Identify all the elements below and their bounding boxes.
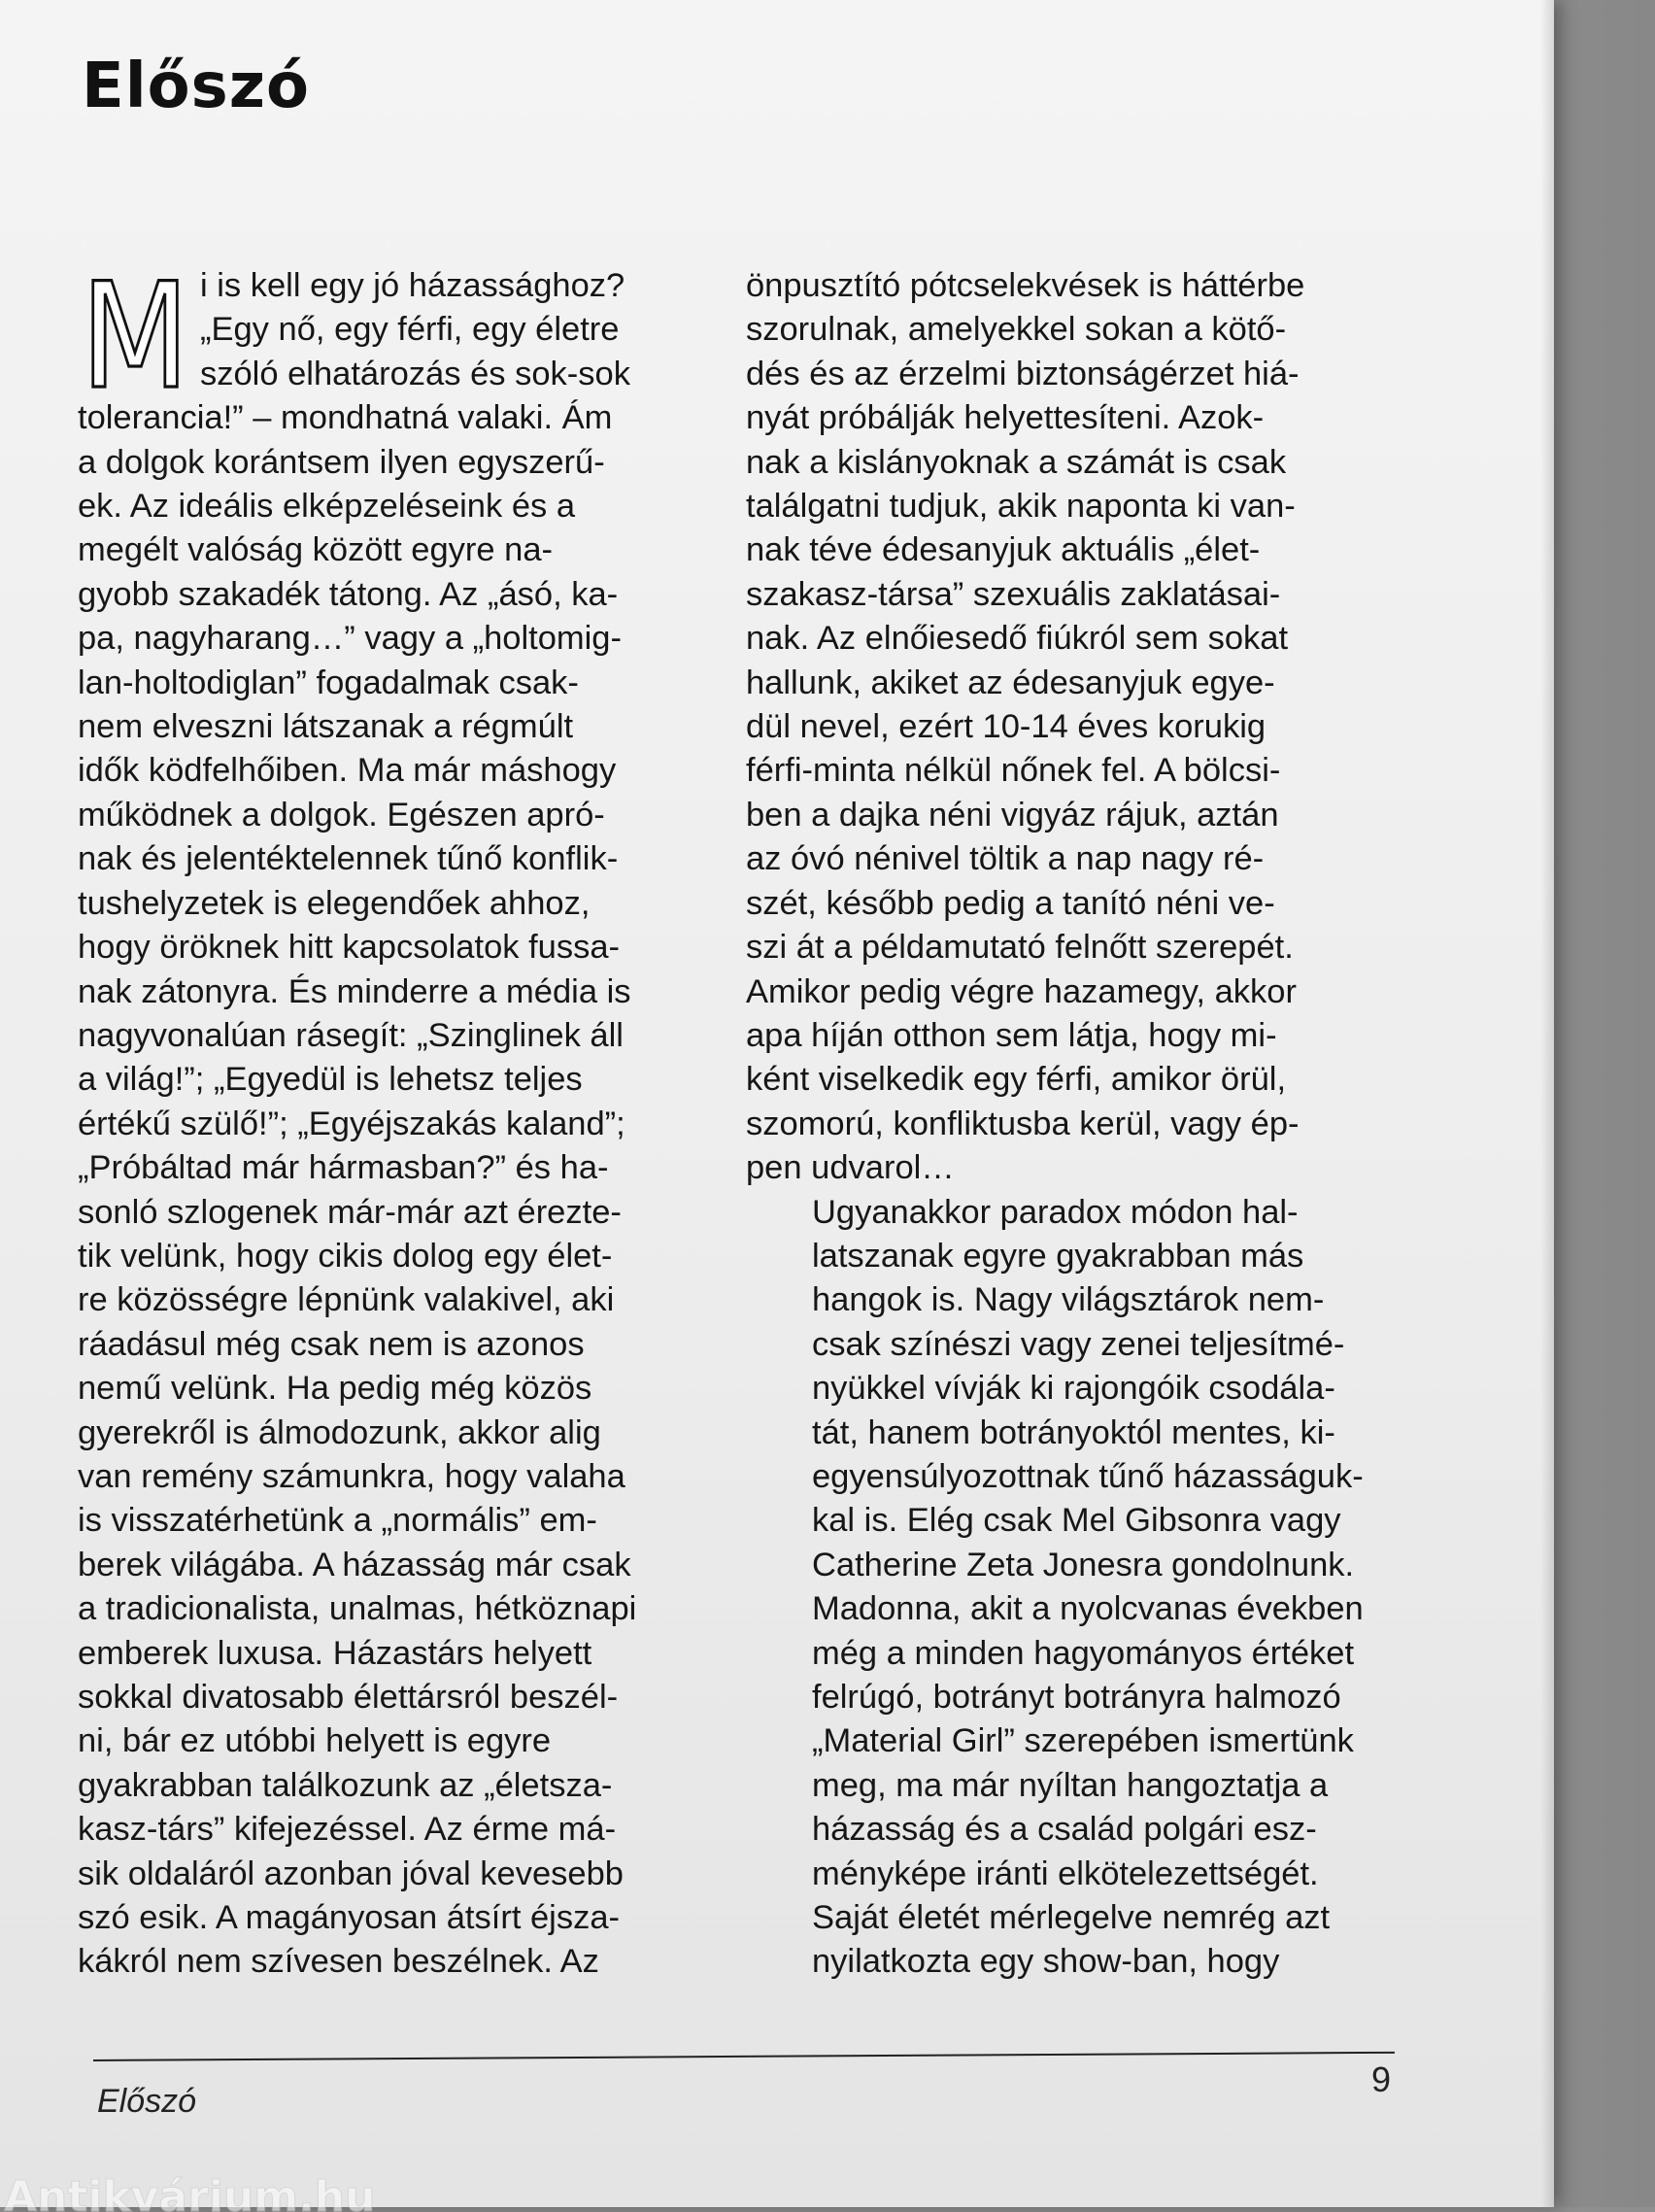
text-line: Saját életét mérlegelve nemrég azt: [812, 1899, 1331, 1937]
text-line: dül nevel, ezért 10-14 éves korukig: [746, 708, 1267, 746]
text-line: i is kell egy jó házassághoz?: [200, 267, 625, 304]
text-line: dés és az érzelmi biztonságérzet hiá-: [746, 355, 1300, 392]
dropcap-letter: [78, 253, 192, 422]
page-title: Előszó: [82, 51, 310, 122]
text-line: nyát próbálják helyettesíteni. Azok-: [746, 399, 1265, 437]
text-line: önpusztító pótcselekvések is háttérbe: [746, 267, 1305, 304]
text-line: a dolgok korántsem ilyen egyszerű-: [78, 443, 605, 481]
text-line: hallunk, akiket az édesanyjuk egye-: [746, 664, 1275, 701]
text-line: latszanak egyre gyakrabban más: [812, 1237, 1304, 1275]
text-line: működnek a dolgok. Egészen apró-: [78, 796, 605, 834]
text-line: Ugyanakkor paradox módon hal-: [812, 1193, 1299, 1231]
text-line: sik oldaláról azonban jóval kevesebb: [78, 1855, 624, 1892]
text-line: re közösségre lépnünk valakivel, aki: [78, 1281, 615, 1319]
text-line: nak zátonyra. És minderre a média is: [78, 972, 631, 1010]
text-line: ményképe iránti elkötelezettségét.: [812, 1855, 1319, 1892]
text-line: ben a dajka néni vigyáz rájuk, aztán: [746, 796, 1279, 834]
text-line: idők ködfelhőiben. Ma már máshogy: [78, 752, 617, 790]
text-line: ként viselkedik egy férfi, amikor örül,: [746, 1061, 1287, 1099]
text-line: nak a kislányoknak a számát is csak: [746, 443, 1287, 481]
text-line: tolerancia!” – mondhatná valaki. Ám: [78, 399, 613, 437]
text-line: meg, ma már nyíltan hangoztatja a: [812, 1766, 1329, 1804]
text-line: berek világába. A házasság már csak: [78, 1546, 631, 1583]
text-line: értékű szülő!”; „Egyéjszakás kaland”;: [78, 1105, 625, 1142]
text-line: sokkal divatosabb élettársról beszél-: [78, 1679, 619, 1716]
text-line: sonló szlogenek már-már azt érezte-: [78, 1193, 622, 1231]
text-line: gyerekről is álmodozunk, akkor alig: [78, 1413, 601, 1451]
text-line: tik velünk, hogy cikis dolog egy élet-: [78, 1237, 613, 1275]
text-line: nak és jelentéktelennek tűnő konflik-: [78, 840, 619, 878]
text-line: szóló elhatározás és sok-sok: [200, 355, 630, 392]
text-line: kasz-társ” kifejezéssel. Az érme má-: [78, 1811, 617, 1849]
text-line: szomorú, konfliktusba kerül, vagy ép-: [746, 1105, 1300, 1142]
text-line: emberek luxusa. Házastárs helyett: [78, 1634, 592, 1672]
text-line: a tradicionalista, unalmas, hétköznapi: [78, 1590, 637, 1628]
text-line: egyensúlyozottnak tűnő házasságuk-: [812, 1457, 1364, 1495]
text-line: nem elveszni látszanak a régmúlt: [78, 708, 574, 746]
text-line: az óvó nénivel töltik a nap nagy ré-: [746, 840, 1265, 878]
text-line: Amikor pedig végre hazamegy, akkor: [746, 972, 1297, 1010]
text-line: szorulnak, amelyekkel sokan a kötő-: [746, 311, 1287, 349]
text-line: Madonna, akit a nyolcvanas években: [812, 1590, 1364, 1628]
text-line: ráadásul még csak nem is azonos: [78, 1325, 585, 1363]
text-line: férfi-minta nélkül nőnek fel. A bölcsi-: [746, 752, 1281, 790]
right-column: [746, 264, 1387, 1985]
text-line: nak téve édesanyjuk aktuális „élet-: [746, 531, 1261, 569]
text-line: szét, később pedig a tanító néni ve-: [746, 884, 1275, 922]
text-line: pa, nagyharang…” vagy a „holtomig-: [78, 620, 622, 658]
text-line: ni, bár ez utóbbi helyett is egyre: [78, 1722, 552, 1760]
text-line: pen udvarol…: [746, 1149, 955, 1187]
text-line: szó esik. A magányosan átsírt éjsza-: [78, 1899, 621, 1937]
text-line: van remény számunkra, hogy valaha: [78, 1457, 625, 1495]
right-paragraph-2: [746, 1191, 1387, 1985]
text-line: hangok is. Nagy világsztárok nem-: [812, 1281, 1325, 1319]
watermark-text: Antikvárium.hu: [4, 2172, 376, 2212]
text-line: is visszatérhetünk a „normális” em-: [78, 1502, 597, 1540]
text-line: találgatni tudjuk, akik naponta ki van-: [746, 488, 1296, 526]
text-line: nyilatkozta egy show-ban, hogy: [812, 1943, 1280, 1981]
left-column: [78, 253, 719, 1985]
text-line: a világ!”; „Egyedül is lehetsz teljes: [78, 1061, 583, 1099]
text-line: tát, hanem botrányoktól mentes, ki-: [812, 1413, 1335, 1451]
text-line: felrúgó, botrányt botrányra halmozó: [812, 1679, 1341, 1716]
text-line: házasság és a család polgári esz-: [812, 1811, 1317, 1849]
text-line: apa híján otthon sem látja, hogy mi-: [746, 1016, 1277, 1054]
text-line: „Egy nő, egy férfi, egy életre: [200, 311, 620, 349]
footer-rule: [93, 2052, 1395, 2061]
text-line: megélt valóság között egyre na-: [78, 531, 554, 569]
text-line: gyobb szakadék tátong. Az „ásó, ka-: [78, 575, 619, 613]
watermark: [0, 2172, 408, 2212]
text-line: ek. Az ideális elképzeléseink és a: [78, 488, 576, 526]
text-line: „Material Girl” szerepében ismertünk: [812, 1722, 1354, 1760]
text-line: nemű velünk. Ha pedig még közös: [78, 1370, 592, 1408]
page-edge-shadow: [1540, 0, 1554, 2207]
text-line: nagyvonalúan rásegít: „Szinglinek áll: [78, 1016, 624, 1054]
text-line: még a minden hagyományos értéket: [812, 1634, 1355, 1672]
text-line: hogy öröknek hitt kapcsolatok fussa-: [78, 929, 621, 967]
text-line: Catherine Zeta Jonesra gondolnunk.: [812, 1546, 1355, 1583]
text-line: kal is. Elég csak Mel Gibsonra vagy: [812, 1502, 1341, 1540]
dropcap-outline-text: M: [81, 253, 189, 422]
text-line: nak. Az elnőiesedő fiúkról sem sokat: [746, 620, 1289, 658]
text-line: szi át a példamutató felnőtt szerepét.: [746, 929, 1294, 967]
text-line: szakasz-társa” szexuális zaklatásai-: [746, 575, 1281, 613]
footer-running-title: Előszó: [97, 2083, 197, 2120]
text-line: nyükkel vívják ki rajongóik csodála-: [812, 1370, 1335, 1408]
text-line: tushelyzetek is elegendőek ahhoz,: [78, 884, 591, 922]
text-line: gyakrabban találkozunk az „életsza-: [78, 1766, 613, 1804]
right-paragraph-1: [746, 264, 1387, 1191]
text-line: csak színészi vagy zenei teljesítmé-: [812, 1325, 1345, 1363]
text-line: lan-holtodiglan” fogadalmak csak-: [78, 664, 579, 701]
text-line: „Próbáltad már hármasban?” és ha-: [78, 1149, 609, 1187]
text-line: kákról nem szívesen beszélnek. Az: [78, 1943, 599, 1981]
left-paragraph: [78, 264, 719, 1985]
page-number: 9: [1371, 2059, 1392, 2099]
